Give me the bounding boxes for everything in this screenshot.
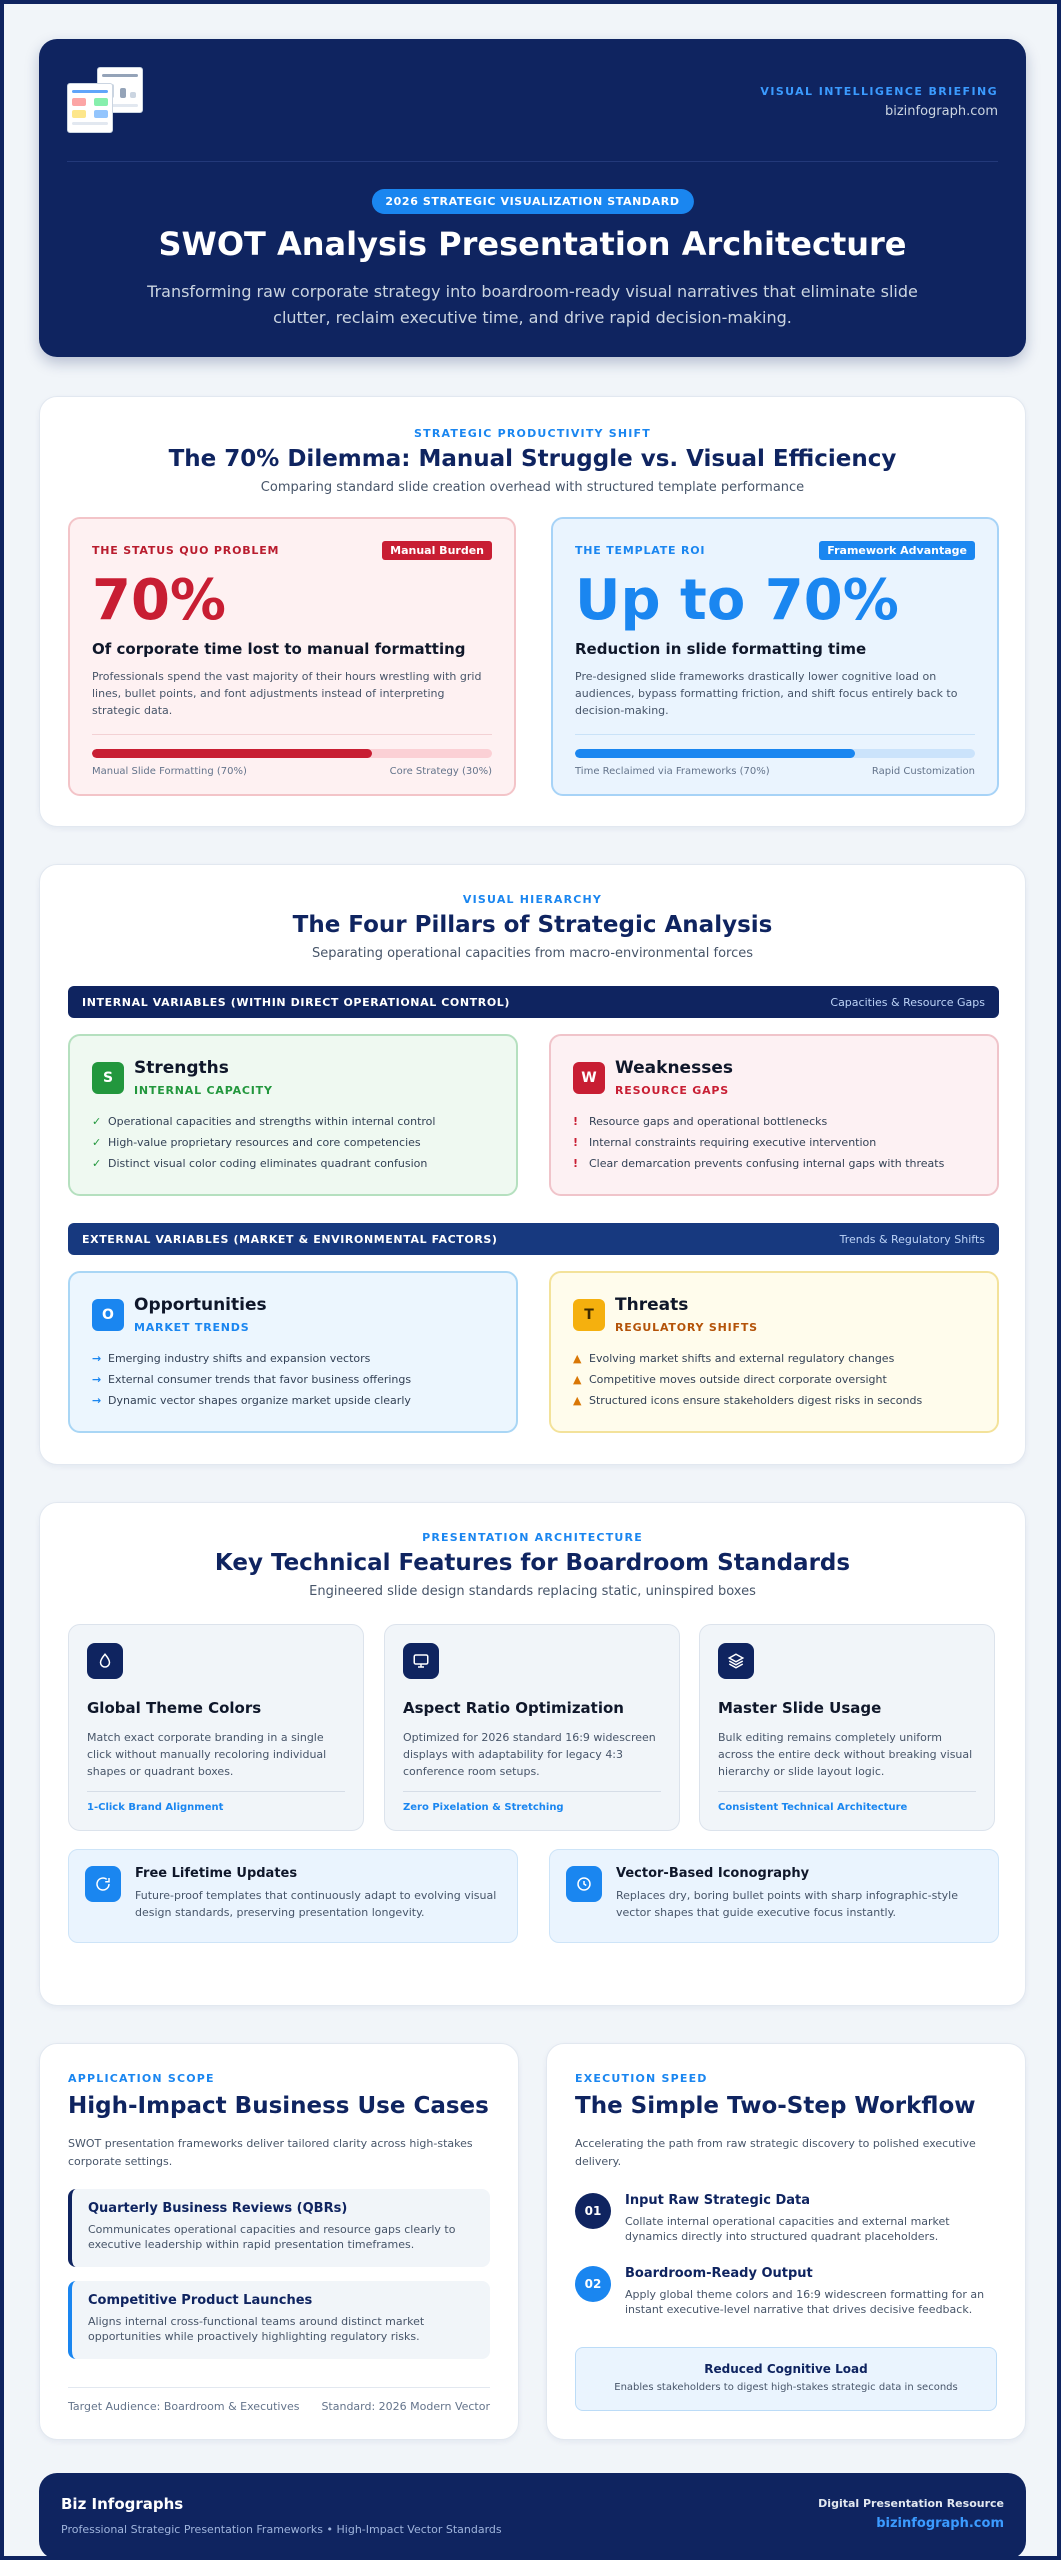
step-title: Boardroom-Ready Output bbox=[625, 2266, 813, 2281]
use-cases-section bbox=[39, 2043, 519, 2440]
feature-card-wide bbox=[68, 1849, 518, 1943]
opportunities-letter-icon: O bbox=[92, 1299, 124, 1331]
check-icon: ✓ bbox=[92, 1136, 102, 1149]
monitor-icon bbox=[403, 1643, 439, 1679]
opportunities-quadrant bbox=[68, 1271, 518, 1433]
list-item: ! Resource gaps and operational bottlenecks bbox=[573, 1115, 828, 1128]
droplet-icon bbox=[87, 1643, 123, 1679]
internal-variables-band bbox=[68, 986, 999, 1018]
feature-card-wide bbox=[549, 1849, 999, 1943]
warning-triangle-icon: ▲ bbox=[573, 1394, 582, 1407]
quadrant-subtitle: RESOURCE GAPS bbox=[615, 1084, 730, 1097]
quadrant-subtitle: INTERNAL CAPACITY bbox=[134, 1084, 273, 1097]
feature-title: Aspect Ratio Optimization bbox=[403, 1699, 624, 1717]
hero-brand bbox=[760, 85, 998, 119]
step-title: Input Raw Strategic Data bbox=[625, 2193, 811, 2208]
external-variables-band bbox=[68, 1223, 999, 1255]
workflow-step bbox=[575, 2266, 997, 2317]
step-description: Collate internal operational capacities and external market dynamics directly into structured quadrant placeholders. bbox=[625, 2215, 950, 2243]
cognitive-load-callout bbox=[575, 2347, 997, 2411]
stat-heading: Reduction in slide formatting time bbox=[575, 640, 867, 658]
section-description: Accelerating the path from raw strategic discovery to polished executive delivery. bbox=[575, 2137, 976, 2168]
infographic-page bbox=[39, 39, 1026, 2536]
divider bbox=[403, 1791, 661, 1792]
feature-description: Optimized for 2026 standard 16:9 widescreen displays with adaptability for legacy 4:3 conference room setups. bbox=[403, 1731, 656, 1778]
footer-tagline: Professional Strategic Presentation Frameworks • High-Impact Vector Standards bbox=[61, 2523, 502, 2536]
feature-title: Global Theme Colors bbox=[87, 1699, 262, 1717]
quadrant-title: Strengths bbox=[134, 1058, 229, 1078]
quadrant-title: Threats bbox=[615, 1295, 689, 1315]
use-case-description: Communicates operational capacities and resource gaps clearly to executive leadership within rapid presentation timeframes. bbox=[88, 2223, 456, 2251]
list-item: → External consumer trends that favor business offerings bbox=[92, 1373, 412, 1386]
status-quo-card bbox=[68, 517, 516, 796]
feature-description: Bulk editing remains completely uniform across the entire deck without breaking visual hierarchy or slide layout logic. bbox=[718, 1731, 973, 1778]
section-kicker: APPLICATION SCOPE bbox=[68, 2072, 215, 2085]
dilemma-section bbox=[39, 396, 1026, 827]
feature-description: Future-proof templates that continuously adapt to evolving visual design standards, preserving presentation longevity. bbox=[135, 1889, 497, 1919]
use-case-card bbox=[68, 2189, 490, 2267]
page-title: SWOT Analysis Presentation Architecture bbox=[158, 225, 907, 263]
threats-letter-icon: T bbox=[573, 1299, 605, 1331]
stat-label: THE TEMPLATE ROI bbox=[575, 544, 706, 557]
quadrant-subtitle: MARKET TRENDS bbox=[134, 1321, 250, 1334]
standard-note: Standard: 2026 Modern Vector bbox=[321, 2400, 490, 2413]
callout-title: Reduced Cognitive Load bbox=[704, 2362, 868, 2376]
layers-icon bbox=[718, 1643, 754, 1679]
arrow-right-icon: → bbox=[92, 1394, 102, 1407]
stat-heading: Of corporate time lost to manual formatting bbox=[92, 640, 466, 658]
workflow-section bbox=[546, 2043, 1026, 2440]
threats-quadrant bbox=[549, 1271, 999, 1433]
list-item: ! Clear demarcation prevents confusing internal gaps with threats bbox=[573, 1157, 945, 1170]
clock-icon bbox=[566, 1866, 602, 1902]
warning-triangle-icon: ▲ bbox=[573, 1352, 582, 1365]
stat-label: THE STATUS QUO PROBLEM bbox=[92, 544, 280, 557]
progress-bar bbox=[92, 749, 492, 758]
list-item: ✓ Operational capacities and strengths within internal control bbox=[92, 1115, 436, 1128]
feature-title: Master Slide Usage bbox=[718, 1699, 882, 1717]
refresh-icon bbox=[85, 1866, 121, 1902]
quadrant-title: Opportunities bbox=[134, 1295, 267, 1315]
list-item: → Emerging industry shifts and expansion vectors bbox=[92, 1352, 371, 1365]
progress-fill bbox=[575, 749, 855, 758]
legend-left: Time Reclaimed via Frameworks (70%) bbox=[575, 766, 770, 777]
arrow-right-icon: → bbox=[92, 1352, 102, 1365]
strengths-quadrant bbox=[68, 1034, 518, 1196]
stat-description: Professionals spend the vast majority of their hours wrestling with grid lines, bullet points, and font adjustments instead of interpreting strategic data. bbox=[92, 670, 482, 717]
weaknesses-quadrant bbox=[549, 1034, 999, 1196]
section-subtitle: Separating operational capacities from macro-environmental forces bbox=[311, 946, 754, 961]
feature-tag: Zero Pixelation & Stretching bbox=[403, 1802, 564, 1813]
feature-title: Free Lifetime Updates bbox=[135, 1866, 298, 1881]
feature-card bbox=[68, 1624, 364, 1831]
page-footer bbox=[39, 2473, 1026, 2559]
hero-banner bbox=[39, 39, 1026, 357]
footer-label: Digital Presentation Resource bbox=[818, 2497, 1004, 2510]
section-subtitle: Engineered slide design standards replacing static, uninspired boxes bbox=[309, 1584, 756, 1599]
target-audience: Target Audience: Boardroom & Executives bbox=[68, 2400, 300, 2413]
band-note: Capacities & Resource Gaps bbox=[830, 995, 985, 1009]
divider bbox=[87, 1791, 345, 1792]
section-title: The Simple Two-Step Workflow bbox=[575, 2093, 976, 2119]
section-title: High-Impact Business Use Cases bbox=[68, 2093, 489, 2119]
band-note: Trends & Regulatory Shifts bbox=[839, 1232, 985, 1246]
thumbnail-grid bbox=[67, 83, 113, 133]
workflow-step bbox=[575, 2193, 997, 2244]
strengths-letter-icon: S bbox=[92, 1062, 124, 1094]
band-label: INTERNAL VARIABLES (WITHIN DIRECT OPERATIONAL CONTROL) bbox=[82, 995, 511, 1009]
section-kicker: EXECUTION SPEED bbox=[575, 2072, 708, 2085]
section-title: The Four Pillars of Strategic Analysis bbox=[292, 912, 773, 938]
use-case-description: Aligns internal cross-functional teams around distinct market opportunities while proactively highlighting regulatory risks. bbox=[88, 2315, 425, 2343]
list-item: ✓ High-value proprietary resources and core competencies bbox=[92, 1136, 421, 1149]
progress-bar bbox=[575, 749, 975, 758]
stat-value: Up to 70% bbox=[575, 568, 899, 633]
legend-right: Core Strategy (30%) bbox=[389, 766, 492, 777]
hero-pill: 2026 STRATEGIC VISUALIZATION STANDARD bbox=[371, 189, 693, 214]
status-badge: Manual Burden bbox=[382, 541, 492, 560]
use-case-title: Quarterly Business Reviews (QBRs) bbox=[88, 2201, 348, 2216]
exclamation-icon: ! bbox=[573, 1157, 579, 1170]
list-item: ✓ Distinct visual color coding eliminates quadrant confusion bbox=[92, 1157, 428, 1170]
callout-description: Enables stakeholders to digest high-stakes strategic data in seconds bbox=[614, 2382, 958, 2393]
divider bbox=[92, 734, 492, 735]
feature-tag: Consistent Technical Architecture bbox=[718, 1802, 908, 1813]
step-description: Apply global theme colors and 16:9 widescreen formatting for an instant executive-level narrative that drives decisive feedback. bbox=[625, 2288, 985, 2316]
check-icon: ✓ bbox=[92, 1115, 102, 1128]
section-kicker: VISUAL HIERARCHY bbox=[462, 893, 603, 906]
quadrant-subtitle: REGULATORY SHIFTS bbox=[615, 1321, 758, 1334]
stat-description: Pre-designed slide frameworks drastically lower cognitive load on audiences, bypass formatting friction, and shift focus entirely back to decision-making. bbox=[575, 670, 958, 717]
arrow-right-icon: → bbox=[92, 1373, 102, 1386]
hero-divider bbox=[67, 161, 998, 162]
check-icon: ✓ bbox=[92, 1157, 102, 1170]
slide-thumbnails-logo bbox=[67, 67, 147, 135]
use-case-card bbox=[68, 2281, 490, 2359]
list-item: → Dynamic vector shapes organize market upside clearly bbox=[92, 1394, 411, 1407]
step-number: 02 bbox=[575, 2266, 611, 2302]
footer-brand: Biz Infographs bbox=[61, 2495, 184, 2513]
step-number: 01 bbox=[575, 2193, 611, 2229]
list-item: ! Internal constraints requiring executive intervention bbox=[573, 1136, 877, 1149]
template-roi-card bbox=[551, 517, 999, 796]
feature-title: Vector-Based Iconography bbox=[616, 1866, 810, 1881]
feature-description: Match exact corporate branding in a single click without manually recoloring individual shapes or quadrant boxes. bbox=[87, 1731, 327, 1778]
features-section bbox=[39, 1502, 1026, 2006]
feature-tag: 1-Click Brand Alignment bbox=[87, 1802, 224, 1813]
section-title: The 70% Dilemma: Manual Struggle vs. Visual Efficiency bbox=[168, 446, 897, 472]
feature-card bbox=[699, 1624, 995, 1831]
legend-right: Rapid Customization bbox=[871, 766, 975, 777]
exclamation-icon: ! bbox=[573, 1115, 579, 1128]
section-kicker: STRATEGIC PRODUCTIVITY SHIFT bbox=[414, 427, 651, 440]
progress-fill bbox=[92, 749, 372, 758]
divider bbox=[575, 734, 975, 735]
legend-left: Manual Slide Formatting (70%) bbox=[92, 766, 247, 777]
hero-kicker: VISUAL INTELLIGENCE BRIEFING bbox=[760, 85, 998, 98]
hero-site[interactable]: bizinfograph.com bbox=[884, 104, 998, 119]
quadrant-title: Weaknesses bbox=[615, 1058, 733, 1078]
exclamation-icon: ! bbox=[573, 1136, 579, 1149]
stat-value: 70% bbox=[92, 568, 227, 633]
list-item: ▲ Evolving market shifts and external regulatory changes bbox=[573, 1352, 895, 1365]
warning-triangle-icon: ▲ bbox=[573, 1373, 582, 1386]
band-label: EXTERNAL VARIABLES (MARKET & ENVIRONMENTAL FACTORS) bbox=[82, 1232, 498, 1246]
section-description: SWOT presentation frameworks deliver tailored clarity across high-stakes corporate settings. bbox=[68, 2137, 473, 2168]
feature-description: Replaces dry, boring bullet points with sharp infographic-style vector shapes that guide executive focus instantly. bbox=[616, 1889, 958, 1919]
footer-site-link[interactable]: bizinfograph.com bbox=[876, 2516, 1004, 2531]
pillars-section bbox=[39, 864, 1026, 1465]
feature-card bbox=[384, 1624, 680, 1831]
list-item: ▲ Competitive moves outside direct corporate oversight bbox=[573, 1373, 887, 1386]
divider bbox=[718, 1791, 976, 1792]
use-case-title: Competitive Product Launches bbox=[88, 2293, 313, 2308]
status-badge: Framework Advantage bbox=[819, 541, 975, 560]
list-item: ▲ Structured icons ensure stakeholders digest risks in seconds bbox=[573, 1394, 923, 1407]
weaknesses-letter-icon: W bbox=[573, 1062, 605, 1094]
page-subtitle: Transforming raw corporate strategy into boardroom-ready visual narratives that eliminate slide clutter, reclaim executive time, and drive rapid decision-making. bbox=[147, 282, 918, 327]
section-kicker: PRESENTATION ARCHITECTURE bbox=[422, 1531, 643, 1544]
use-case-footer bbox=[68, 2387, 490, 2413]
section-subtitle: Comparing standard slide creation overhead with structured template performance bbox=[260, 480, 805, 495]
section-title: Key Technical Features for Boardroom Standards bbox=[214, 1550, 851, 1576]
